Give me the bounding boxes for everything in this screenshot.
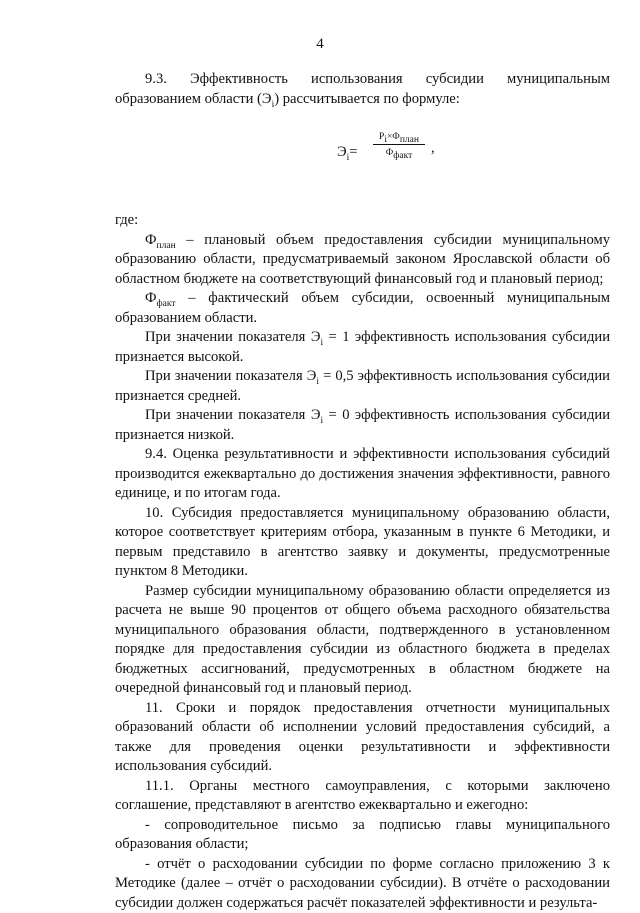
paragraph-medium: При значении показателя $Э_i = 0,5$ эффективность использования субсидии признается средней. bbox=[115, 367, 610, 406]
paragraph-9-3: 9.3. Эффективность использования субсидии муниципальным образованием области $(Э_i)$ рассчитывается по формуле: bbox=[115, 70, 610, 109]
formula-fraction bbox=[373, 131, 425, 160]
paragraph-9-4: 9.4. Оценка результативности и эффективности использования субсидий производится ежеквартально до достижения значения эффективности, равного единице, и по итогам года. bbox=[115, 445, 610, 504]
list-item-report: - отчёт о расходовании субсидии по форме согласно приложению 3 к Методике (далее – отчёт о расходовании субсидии). В отчёте о расходовании субсидии должен содержаться расчёт показателей эффективности и результа- bbox=[115, 855, 610, 913]
formula-denominator: $Ф_{факт}$ bbox=[373, 145, 425, 160]
where-label: где: bbox=[115, 211, 610, 231]
formula-lhs: $Э_i=$ bbox=[337, 143, 358, 163]
efficiency-formula bbox=[115, 119, 610, 181]
paragraph-10-size: Размер субсидии муниципальному образованию области определяется из расчета не выше 90 процентов от общего объема расходного обязательства муниципального образования области, подтвержденного в установленном порядке для предоставления субсидии из областного бюджета в пределах бюджетных ассигнований, предусмотренных в областном бюджете на очередной финансовый год и плановый период. bbox=[115, 582, 610, 699]
paragraph-high: При значении показателя $Э_i = 1$ эффективность использования субсидии признается высокой. bbox=[115, 328, 610, 367]
formula-numerator: $Р_i\times Ф_{план}$ bbox=[373, 131, 425, 145]
paragraph-low: При значении показателя $Э_i = 0$ эффективность использования субсидии признается низкой. bbox=[115, 406, 610, 445]
list-item-cover-letter: - сопроводительное письмо за подписью главы муниципального образования области; bbox=[115, 816, 610, 855]
spacer bbox=[115, 181, 610, 211]
paragraph-11: 11. Сроки и порядок предоставления отчетности муниципальных образований области об исполнении условий предоставления субсидий, а также для проведения оценки результативности и эффективности использования субсидий. bbox=[115, 699, 610, 777]
paragraph-10: 10. Субсидия предоставляется муниципальному образованию области, которое соответствует критериям отбора, указанным в пункте 6 Методики, и первым представило в агентство заявку и документы, предусмотренные пунктом 8 Методики. bbox=[115, 504, 610, 582]
definition-fplan: $Ф_{план}$ – плановый объем предоставления субсидии муниципальному образованию области, предусматриваемый законом Ярославской области об областном бюджете на соответствующий финансовый год и плановый период; bbox=[115, 231, 610, 290]
formula-comma: , bbox=[431, 139, 435, 159]
page-number: 4 bbox=[0, 36, 640, 53]
paragraph-11-1: 11.1. Органы местного самоуправления, с которыми заключено соглашение, представляют в агентство ежеквартально и ежегодно: bbox=[115, 777, 610, 816]
document-body bbox=[115, 70, 610, 913]
definition-ffact: $Ф_{факт}$ – фактический объем субсидии, освоенный муниципальным образованием области. bbox=[115, 289, 610, 328]
